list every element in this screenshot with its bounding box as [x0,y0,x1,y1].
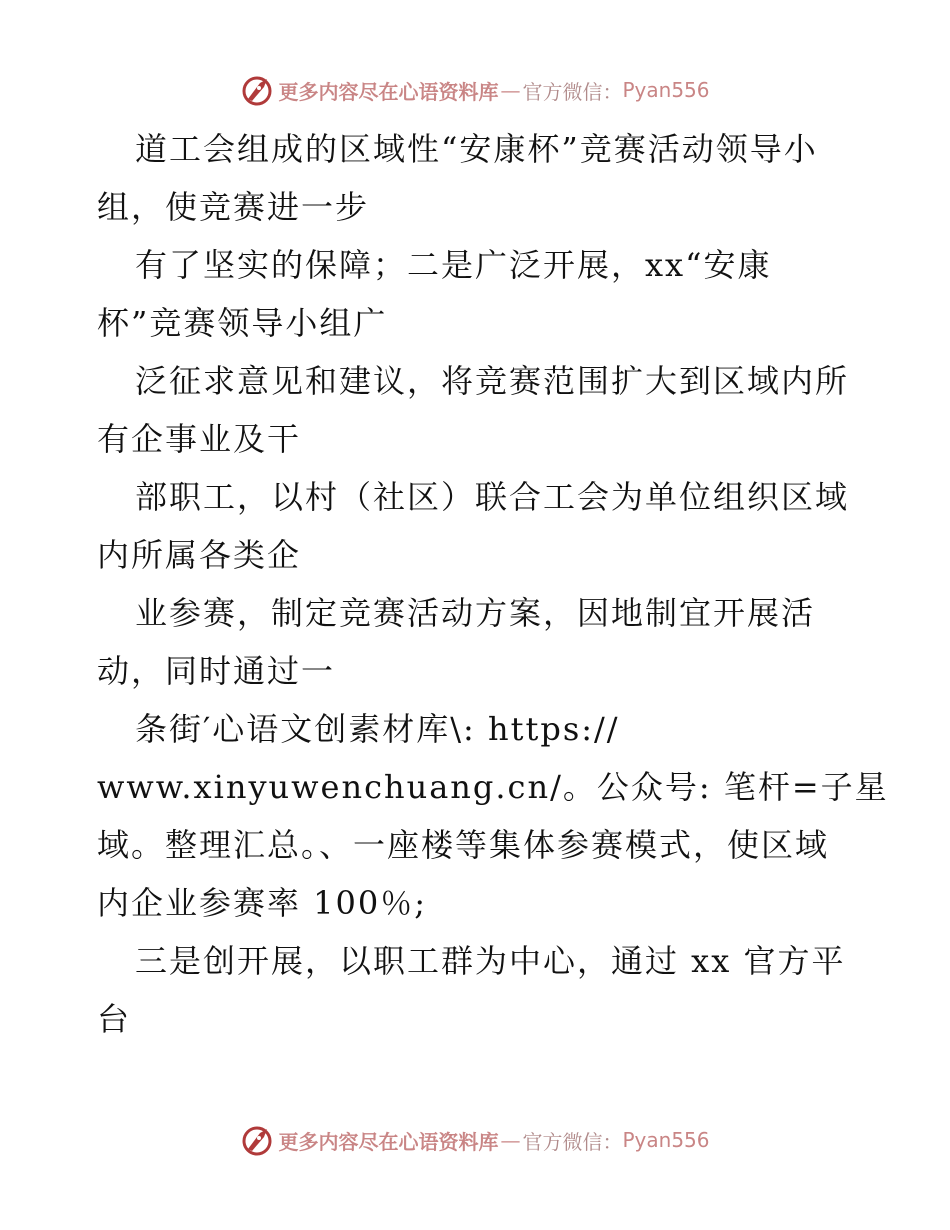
footer-banner [0,1120,950,1160]
header-banner-separator: — [500,78,521,102]
header-banner-contact-label: 官方微信： [522,79,623,104]
footer-banner-separator: — [500,1128,521,1152]
body-line: 道工会组成的区域性“安康杯”竞赛活动领导小 [135,130,818,168]
body-line: 有了坚实的保障；二是广泛开展，xx“安康 [135,246,772,284]
footer-banner-title: 更多内容尽在心语资料库 [278,1129,499,1154]
pen-nib-logo-icon [240,1123,274,1157]
body-line: 部职工，以村（社区）联合工会为单位组织区域 [135,478,850,516]
body-line: www.xinyuwenchuang.cn/。公众号: 笔杆=子星 [97,768,889,806]
header-banner-contact-id: Pyan556 [622,78,710,102]
header-banner-title: 更多内容尽在心语资料库 [278,79,499,104]
pen-nib-logo-icon [240,73,274,107]
body-line: 泛征求意见和建议，将竞赛范围扩大到区域内所 [135,362,850,400]
footer-banner-contact-id: Pyan556 [622,1128,710,1152]
body-line: 业参赛，制定竞赛活动方案，因地制宜开展活 [135,594,816,632]
body-line: 有企事业及干 [97,420,302,458]
body-line: 动，同时通过一 [97,652,336,690]
body-line: 杯”竞赛领导小组广 [97,304,388,342]
body-line: 内企业参赛率 100％; [97,884,428,922]
body-line: 域。整理汇总。、一座楼等集体参赛模式，使区域 [97,826,830,864]
header-banner [0,70,950,110]
body-line: 条街′心语文创素材库\: https:// [135,710,620,748]
body-line: 组，使竞赛进一步 [97,188,370,226]
document-body [97,120,889,1048]
body-line: 内所属各类企 [97,536,302,574]
body-line: 台 [97,1000,132,1038]
body-line: 三是创开展，以职工群为中心，通过 xx 官方平 [135,942,846,980]
footer-banner-contact-label: 官方微信： [522,1129,623,1154]
